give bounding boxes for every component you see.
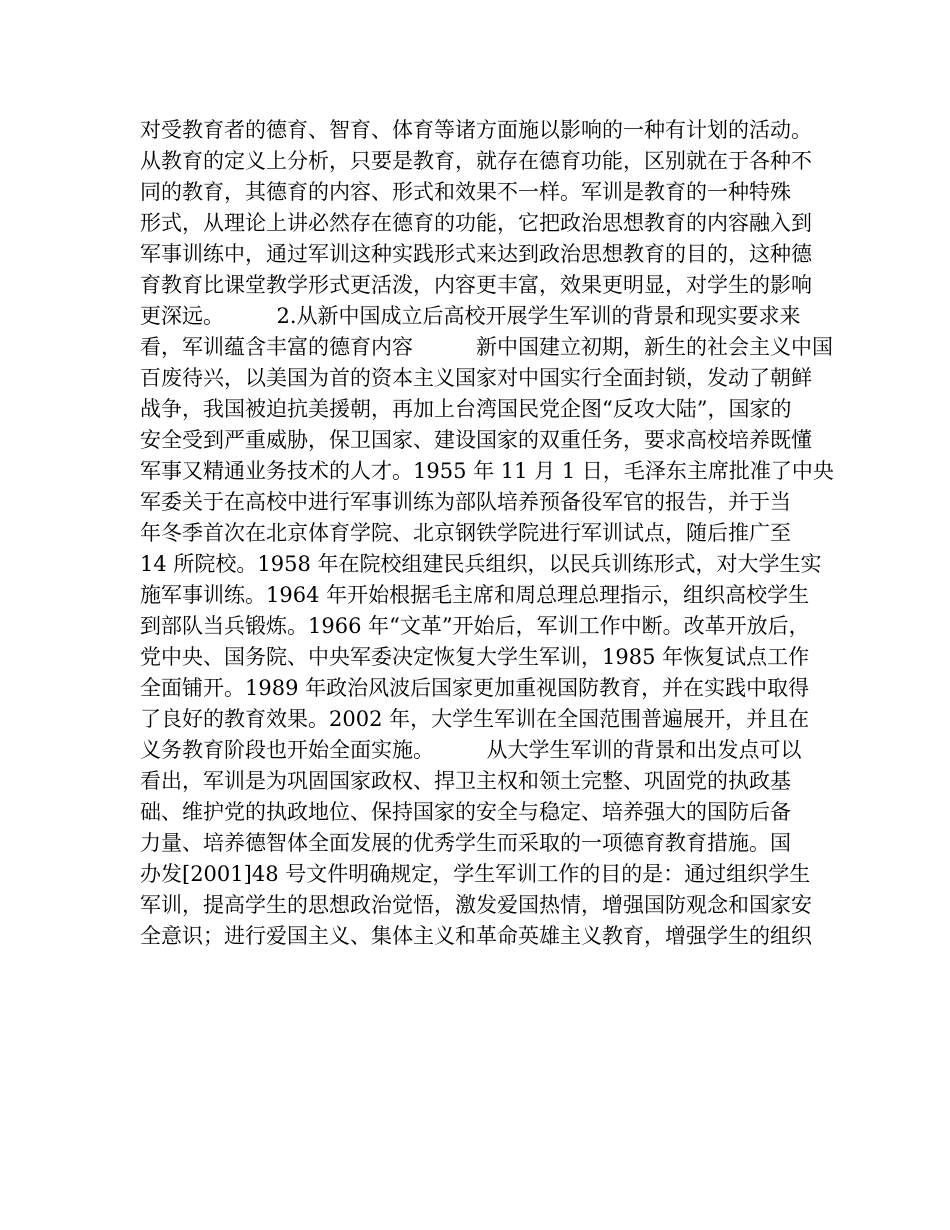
text-line: 战争，我国被迫抗美援朝，再加上台湾国民党企图“反攻大陆”，国家的 [140, 397, 792, 421]
text-line: 看出，军训是为巩固国家政权、捍卫主权和领土完整、巩固党的执政基 [140, 769, 791, 793]
text-line: 了良好的教育效果。2002 年，大学生军训在全国范围普遍展开，并且在 [140, 707, 810, 731]
text-line: 义务教育阶段也开始全面实施。 从大学生军训的背景和出发点可以 [140, 738, 802, 762]
text-line: 办发[2001]48 号文件明确规定，学生军训工作的目的是：通过组织学生 [140, 862, 811, 886]
text-line: 14 所院校。1958 年在院校组建民兵组织，以民兵训练形式，对大学生实 [140, 552, 822, 576]
text-line: 军训，提高学生的思想政治觉悟，激发爱国热情，增强国防观念和国家安 [140, 893, 812, 917]
body-text [140, 115, 834, 952]
text-line: 军事又精通业务技术的人才。1955 年 11 月 1 日，毛泽东主席批准了中央 [140, 459, 834, 483]
text-line: 对受教育者的德育、智育、体育等诸方面施以影响的一种有计划的活动。 [140, 118, 812, 142]
text-line: 力量、培养德智体全面发展的优秀学生而采取的一项德育教育措施。国 [140, 831, 791, 855]
text-line: 础、维护党的执政地位、保持国家的安全与稳定、培养强大的国防后备 [140, 800, 791, 824]
text-line: 到部队当兵锻炼。1966 年“文革”开始后，军训工作中断。改革开放后， [140, 614, 810, 638]
text-line: 施军事训练。1964 年开始根据毛主席和周总理总理指示，组织高校学生 [140, 583, 810, 607]
text-line: 全意识；进行爱国主义、集体主义和革命英雄主义教育，增强学生的组织 [140, 924, 812, 948]
text-line: 安全受到严重威胁，保卫国家、建设国家的双重任务，要求高校培养既懂 [140, 428, 812, 452]
text-line: 育教育比课堂教学形式更活泼，内容更丰富，效果更明显，对学生的影响 [140, 273, 812, 297]
text-line: 党中央、国务院、中央军委决定恢复大学生军训，1985 年恢复试点工作 [140, 645, 810, 669]
text-line: 军委关于在高校中进行军事训练为部队培养预备役军官的报告，并于当 [140, 490, 791, 514]
text-line: 同的教育，其德育的内容、形式和效果不一样。军训是教育的一种特殊 [140, 180, 791, 204]
text-line: 军事训练中，通过军训这种实践形式来达到政治思想教育的目的，这种德 [140, 242, 812, 266]
text-line: 百废待兴，以美国为首的资本主义国家对中国实行全面封锁，发动了朝鲜 [140, 366, 812, 390]
text-line: 年冬季首次在北京体育学院、北京钢铁学院进行军训试点，随后推广至 [140, 521, 791, 545]
text-line: 从教育的定义上分析，只要是教育，就存在德育功能，区别就在于各种不 [140, 149, 812, 173]
text-line: 全面铺开。1989 年政治风波后国家更加重视国防教育，并在实践中取得 [140, 676, 810, 700]
text-line: 看，军训蕴含丰富的德育内容 新中国建立初期，新生的社会主义中国 [140, 335, 833, 359]
text-line: 更深远。 2.从新中国成立后高校开展学生军训的背景和现实要求来 [140, 304, 801, 328]
text-line: 形式，从理论上讲必然存在德育的功能，它把政治思想教育的内容融入到 [140, 211, 812, 235]
